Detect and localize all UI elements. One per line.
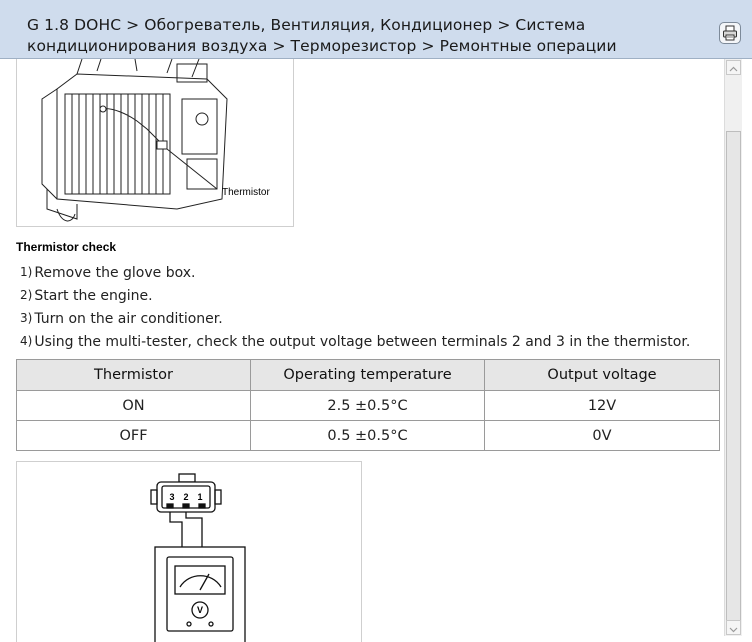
- list-item: [20, 264, 690, 287]
- step-number: 4): [20, 334, 33, 348]
- step-number: 1): [20, 265, 33, 279]
- table-cell: 12V: [485, 391, 720, 421]
- table-cell: 0.5 ±0.5°C: [251, 421, 485, 451]
- connector-multimeter-drawing: [17, 462, 361, 642]
- vertical-scrollbar[interactable]: [724, 59, 742, 636]
- pin-label-1: 1: [197, 492, 203, 502]
- scroll-thumb[interactable]: [726, 131, 741, 635]
- table-row: [17, 421, 720, 451]
- step-text: Remove the glove box.: [34, 265, 196, 281]
- steps-list: [20, 264, 690, 356]
- header-bar: [0, 0, 752, 59]
- step-number: 3): [20, 311, 33, 325]
- voltage-spec-table: [16, 359, 720, 451]
- arrow-down-icon: [727, 623, 740, 636]
- step-text: Using the multi-tester, check the output voltage between terminals 2 and 3 in the thermistor.: [34, 334, 691, 350]
- content-area: [0, 59, 724, 642]
- table-cell: OFF: [17, 421, 251, 451]
- arrow-up-icon: [727, 63, 740, 76]
- table-cell: 2.5 ±0.5°C: [251, 391, 485, 421]
- voltmeter-symbol: V: [196, 605, 204, 615]
- pin-label-3: 3: [169, 492, 175, 502]
- breadcrumb: G 1.8 DOHC > Обогреватель, Вентиляция, Кондиционер > Система кондиционирования воздуха > Терморезистор > Ремонтные операции: [27, 16, 617, 55]
- table-row: [17, 391, 720, 421]
- scroll-down-button[interactable]: [726, 620, 741, 635]
- list-item: [20, 310, 690, 333]
- printer-icon: [720, 23, 740, 43]
- table-cell: 0V: [485, 421, 720, 451]
- list-item: [20, 333, 690, 356]
- table-cell: ON: [17, 391, 251, 421]
- multimeter-test-figure: [16, 461, 362, 642]
- list-item: [20, 287, 690, 310]
- thermistor-callout-label: Thermistor: [222, 187, 270, 198]
- column-header: Operating temperature: [251, 360, 485, 391]
- table-header-row: [17, 360, 720, 391]
- thermistor-location-figure: [16, 59, 294, 227]
- section-title: Thermistor check: [16, 240, 117, 254]
- step-number: 2): [20, 288, 33, 302]
- column-header: Output voltage: [485, 360, 720, 391]
- pin-label-2: 2: [183, 492, 189, 502]
- scroll-up-button[interactable]: [726, 60, 741, 75]
- step-text: Start the engine.: [34, 288, 153, 304]
- print-button[interactable]: [719, 22, 741, 44]
- column-header: Thermistor: [17, 360, 251, 391]
- evaporator-unit-drawing: [17, 59, 293, 226]
- step-text: Turn on the air conditioner.: [34, 311, 223, 327]
